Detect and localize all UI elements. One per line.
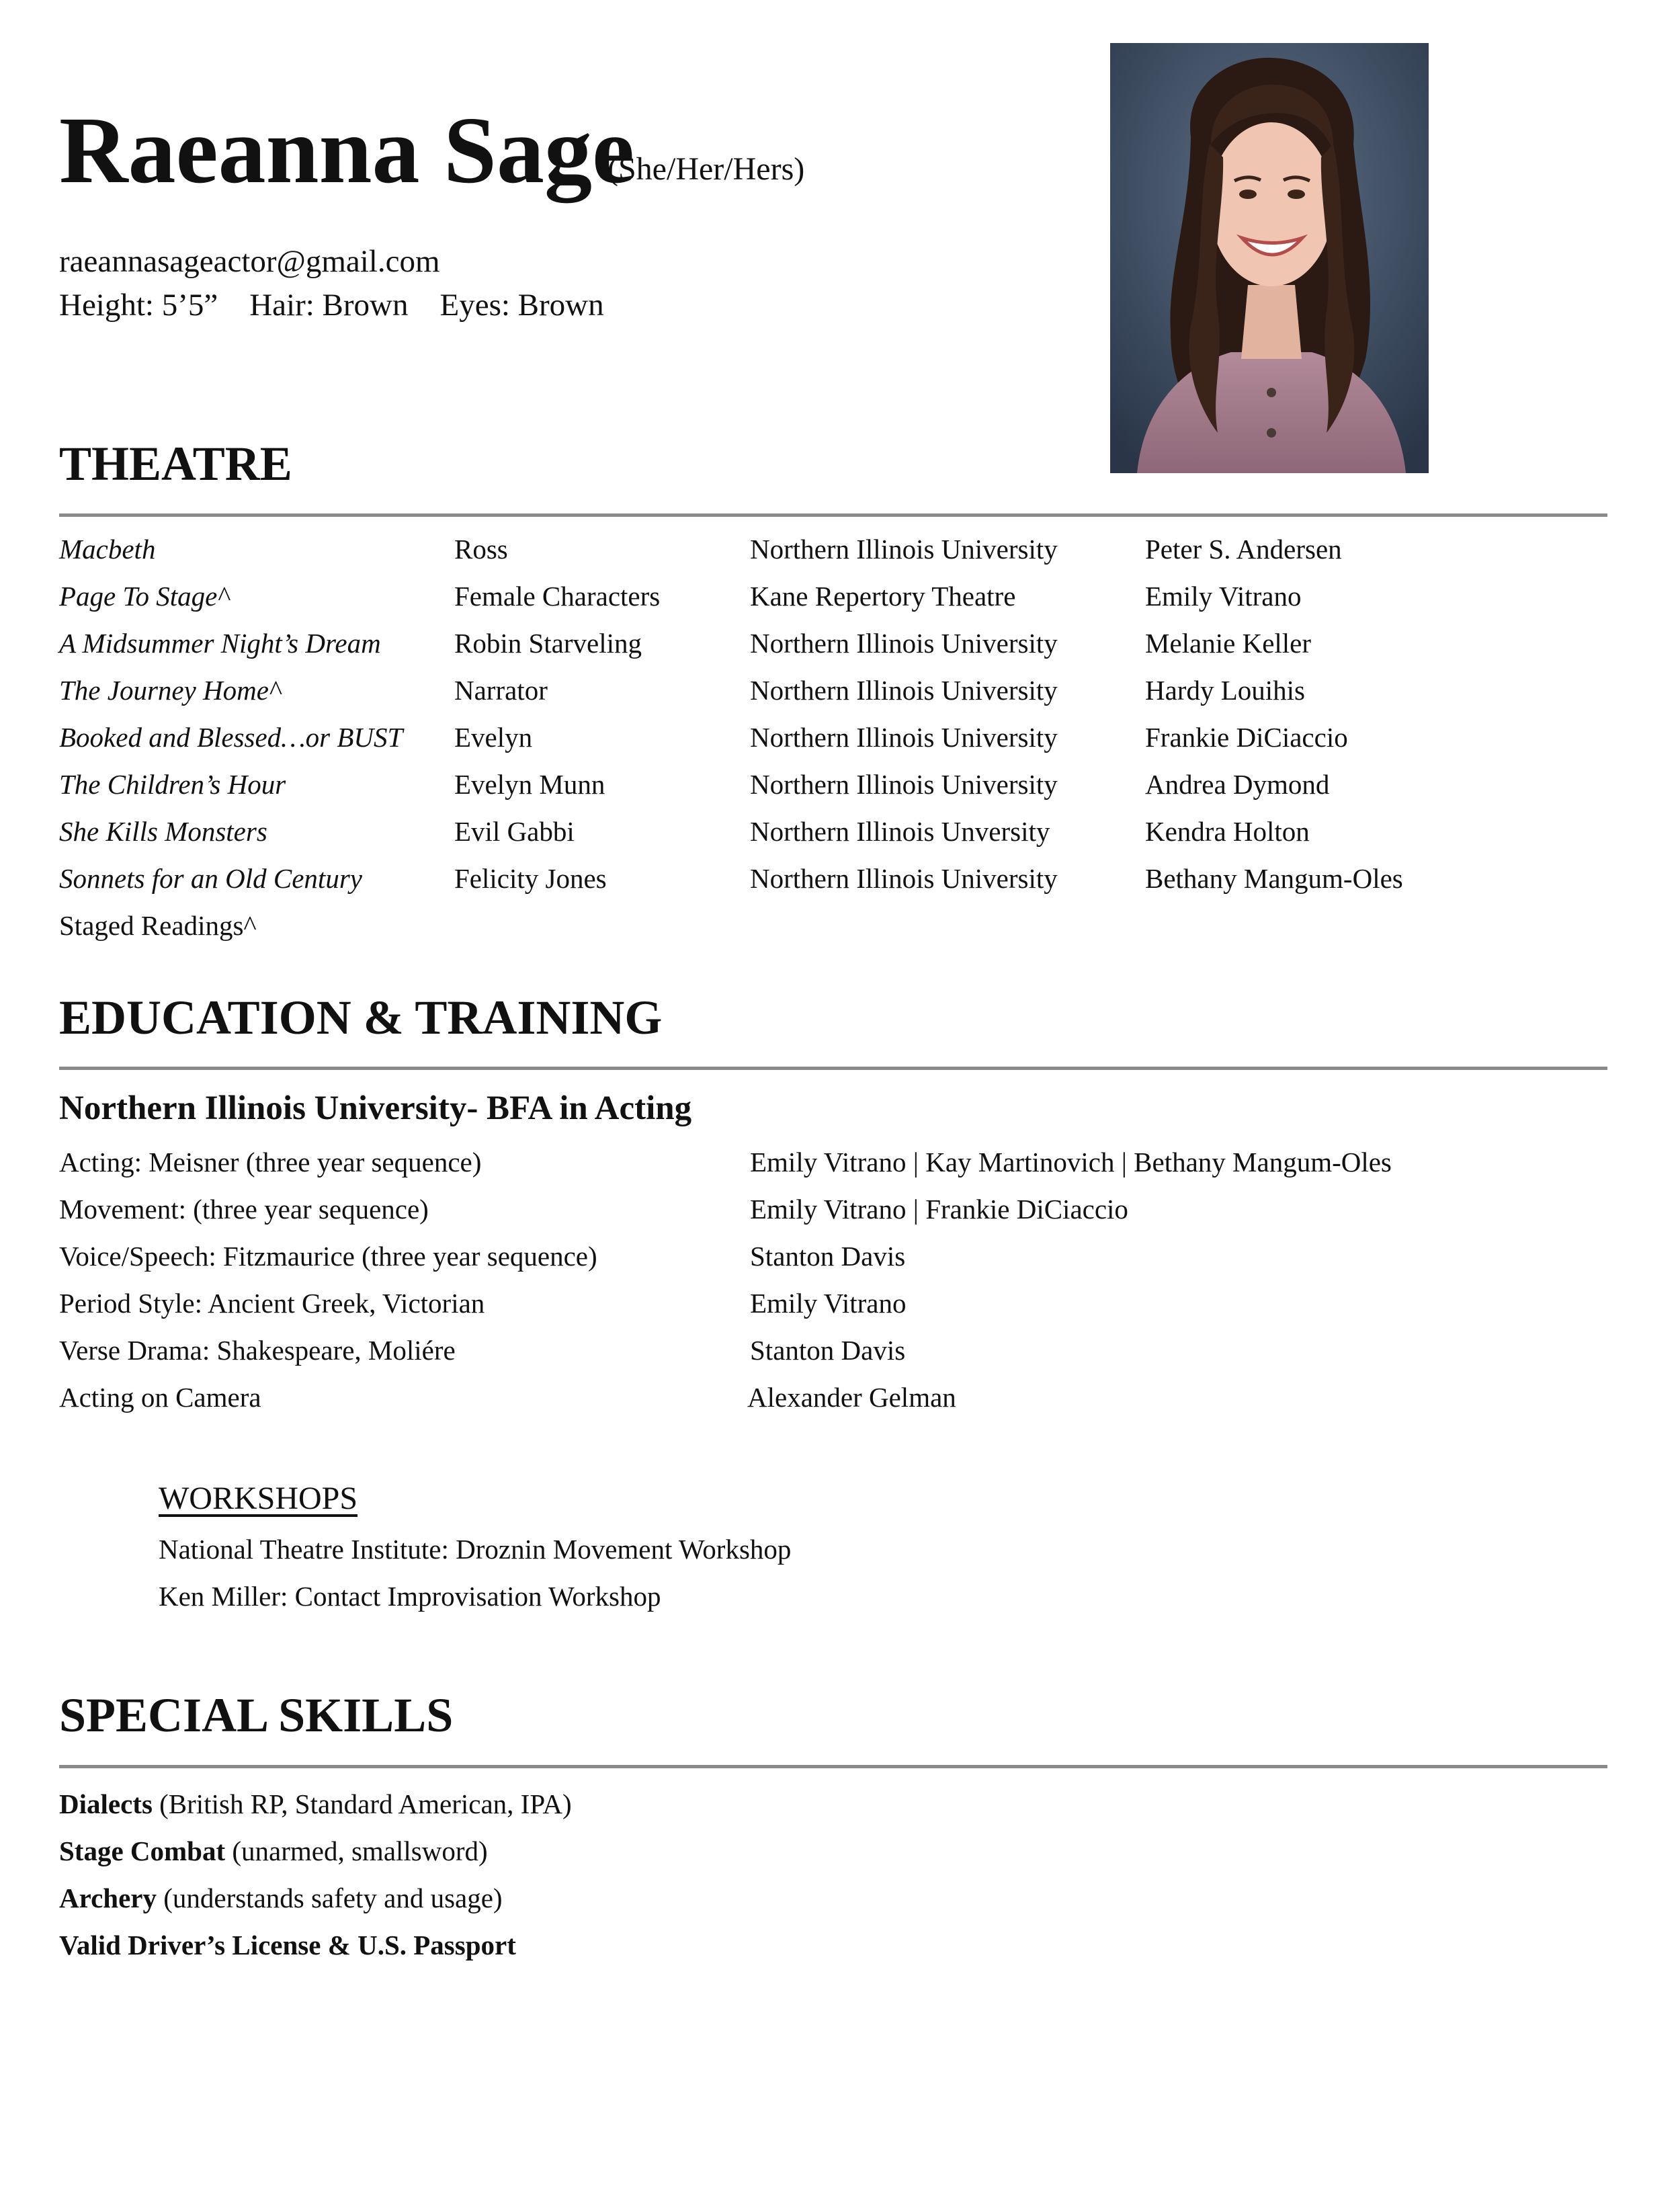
- show-title: Sonnets for an Old Century: [59, 863, 362, 894]
- role: Ross: [454, 534, 508, 565]
- training-teachers: Stanton Davis: [750, 1241, 906, 1272]
- section-heading-skills: SPECIAL SKILLS: [59, 1688, 454, 1742]
- director: Andrea Dymond: [1145, 769, 1330, 800]
- training-teachers: Emily Vitrano: [750, 1288, 907, 1319]
- role: Robin Starveling: [454, 628, 642, 659]
- skill-item: [59, 1882, 503, 1914]
- venue: Northern Illinois University: [750, 722, 1058, 753]
- training-subject: Acting: Meisner (three year sequence): [59, 1147, 482, 1178]
- skill-detail: (British RP, Standard American, IPA): [152, 1788, 572, 1819]
- resume-name: Raeanna Sage: [59, 97, 635, 203]
- venue: Northern Illinois University: [750, 863, 1058, 894]
- venue: Northern Illinois University: [750, 769, 1058, 800]
- training-teachers: Emily Vitrano | Frankie DiCiaccio: [750, 1194, 1128, 1225]
- school-degree: Northern Illinois University- BFA in Acting: [59, 1089, 692, 1127]
- training-subject: Voice/Speech: Fitzmaurice (three year sequence): [59, 1241, 597, 1272]
- skill-item: [59, 1788, 572, 1820]
- training-subject: Acting on Camera: [59, 1382, 261, 1413]
- section-divider: [59, 1765, 1607, 1768]
- email[interactable]: raeannasageactor@gmail.com: [59, 244, 440, 279]
- show-title: The Children’s Hour: [59, 769, 286, 800]
- training-subject: Period Style: Ancient Greek, Victorian: [59, 1288, 485, 1319]
- director: Peter S. Andersen: [1145, 534, 1342, 565]
- show-title: The Journey Home^: [59, 675, 281, 706]
- director: Bethany Mangum-Oles: [1145, 863, 1403, 894]
- show-title: Booked and Blessed…or BUST: [59, 722, 403, 753]
- role: Narrator: [454, 675, 548, 706]
- show-title: Macbeth: [59, 534, 156, 565]
- show-title: She Kills Monsters: [59, 816, 267, 847]
- show-title: Page To Stage^: [59, 581, 229, 612]
- headshot-photo: [1110, 43, 1429, 473]
- skill-item: [59, 1835, 488, 1867]
- role: Evelyn Munn: [454, 769, 605, 800]
- training-subject: Verse Drama: Shakespeare, Moliére: [59, 1335, 456, 1366]
- role: Evil Gabbi: [454, 816, 575, 847]
- show-title: A Midsummer Night’s Dream: [59, 628, 381, 659]
- section-divider: [59, 1067, 1607, 1070]
- skill-label: Dialects: [59, 1788, 153, 1819]
- training-subject: Movement: (three year sequence): [59, 1194, 429, 1225]
- workshops-heading: WORKSHOPS: [159, 1481, 358, 1516]
- section-heading-education: EDUCATION & TRAINING: [59, 991, 663, 1044]
- role: Felicity Jones: [454, 863, 607, 894]
- physical-stats: Height: 5’5” Hair: Brown Eyes: Brown: [59, 288, 604, 323]
- note-text: Staged Readings^: [59, 910, 257, 941]
- skill-detail: (unarmed, smallsword): [225, 1835, 488, 1866]
- training-teachers: Emily Vitrano | Kay Martinovich | Bethany Mangum-Oles: [750, 1147, 1392, 1178]
- pronouns: (She/Her/Hers): [607, 151, 805, 187]
- training-teachers: Alexander Gelman: [747, 1382, 956, 1413]
- director: Frankie DiCiaccio: [1145, 722, 1348, 753]
- venue: Northern Illinois University: [750, 534, 1058, 565]
- director: Hardy Louihis: [1145, 675, 1305, 706]
- workshop-text: National Theatre Institute: Droznin Movement Workshop: [159, 1534, 792, 1565]
- venue: Kane Repertory Theatre: [750, 581, 1016, 612]
- role: Female Characters: [454, 581, 661, 612]
- skill-label: Valid Driver’s License & U.S. Passport: [59, 1930, 516, 1961]
- venue: Northern Illinois University: [750, 628, 1058, 659]
- director: Kendra Holton: [1145, 816, 1310, 847]
- skill-item: [59, 1929, 516, 1961]
- director: Emily Vitrano: [1145, 581, 1302, 612]
- section-heading-theatre: THEATRE: [59, 437, 292, 491]
- skill-label: Stage Combat: [59, 1835, 226, 1866]
- skill-detail: (understands safety and usage): [156, 1883, 503, 1913]
- section-divider: [59, 513, 1607, 517]
- workshop-text: Ken Miller: Contact Improvisation Workshop: [159, 1581, 661, 1612]
- training-teachers: Stanton Davis: [750, 1335, 906, 1366]
- venue: Northern Illinois University: [750, 675, 1058, 706]
- venue: Northern Illinois Unversity: [750, 816, 1050, 847]
- skill-label: Archery: [59, 1883, 157, 1913]
- role: Evelyn: [454, 722, 533, 753]
- director: Melanie Keller: [1145, 628, 1312, 659]
